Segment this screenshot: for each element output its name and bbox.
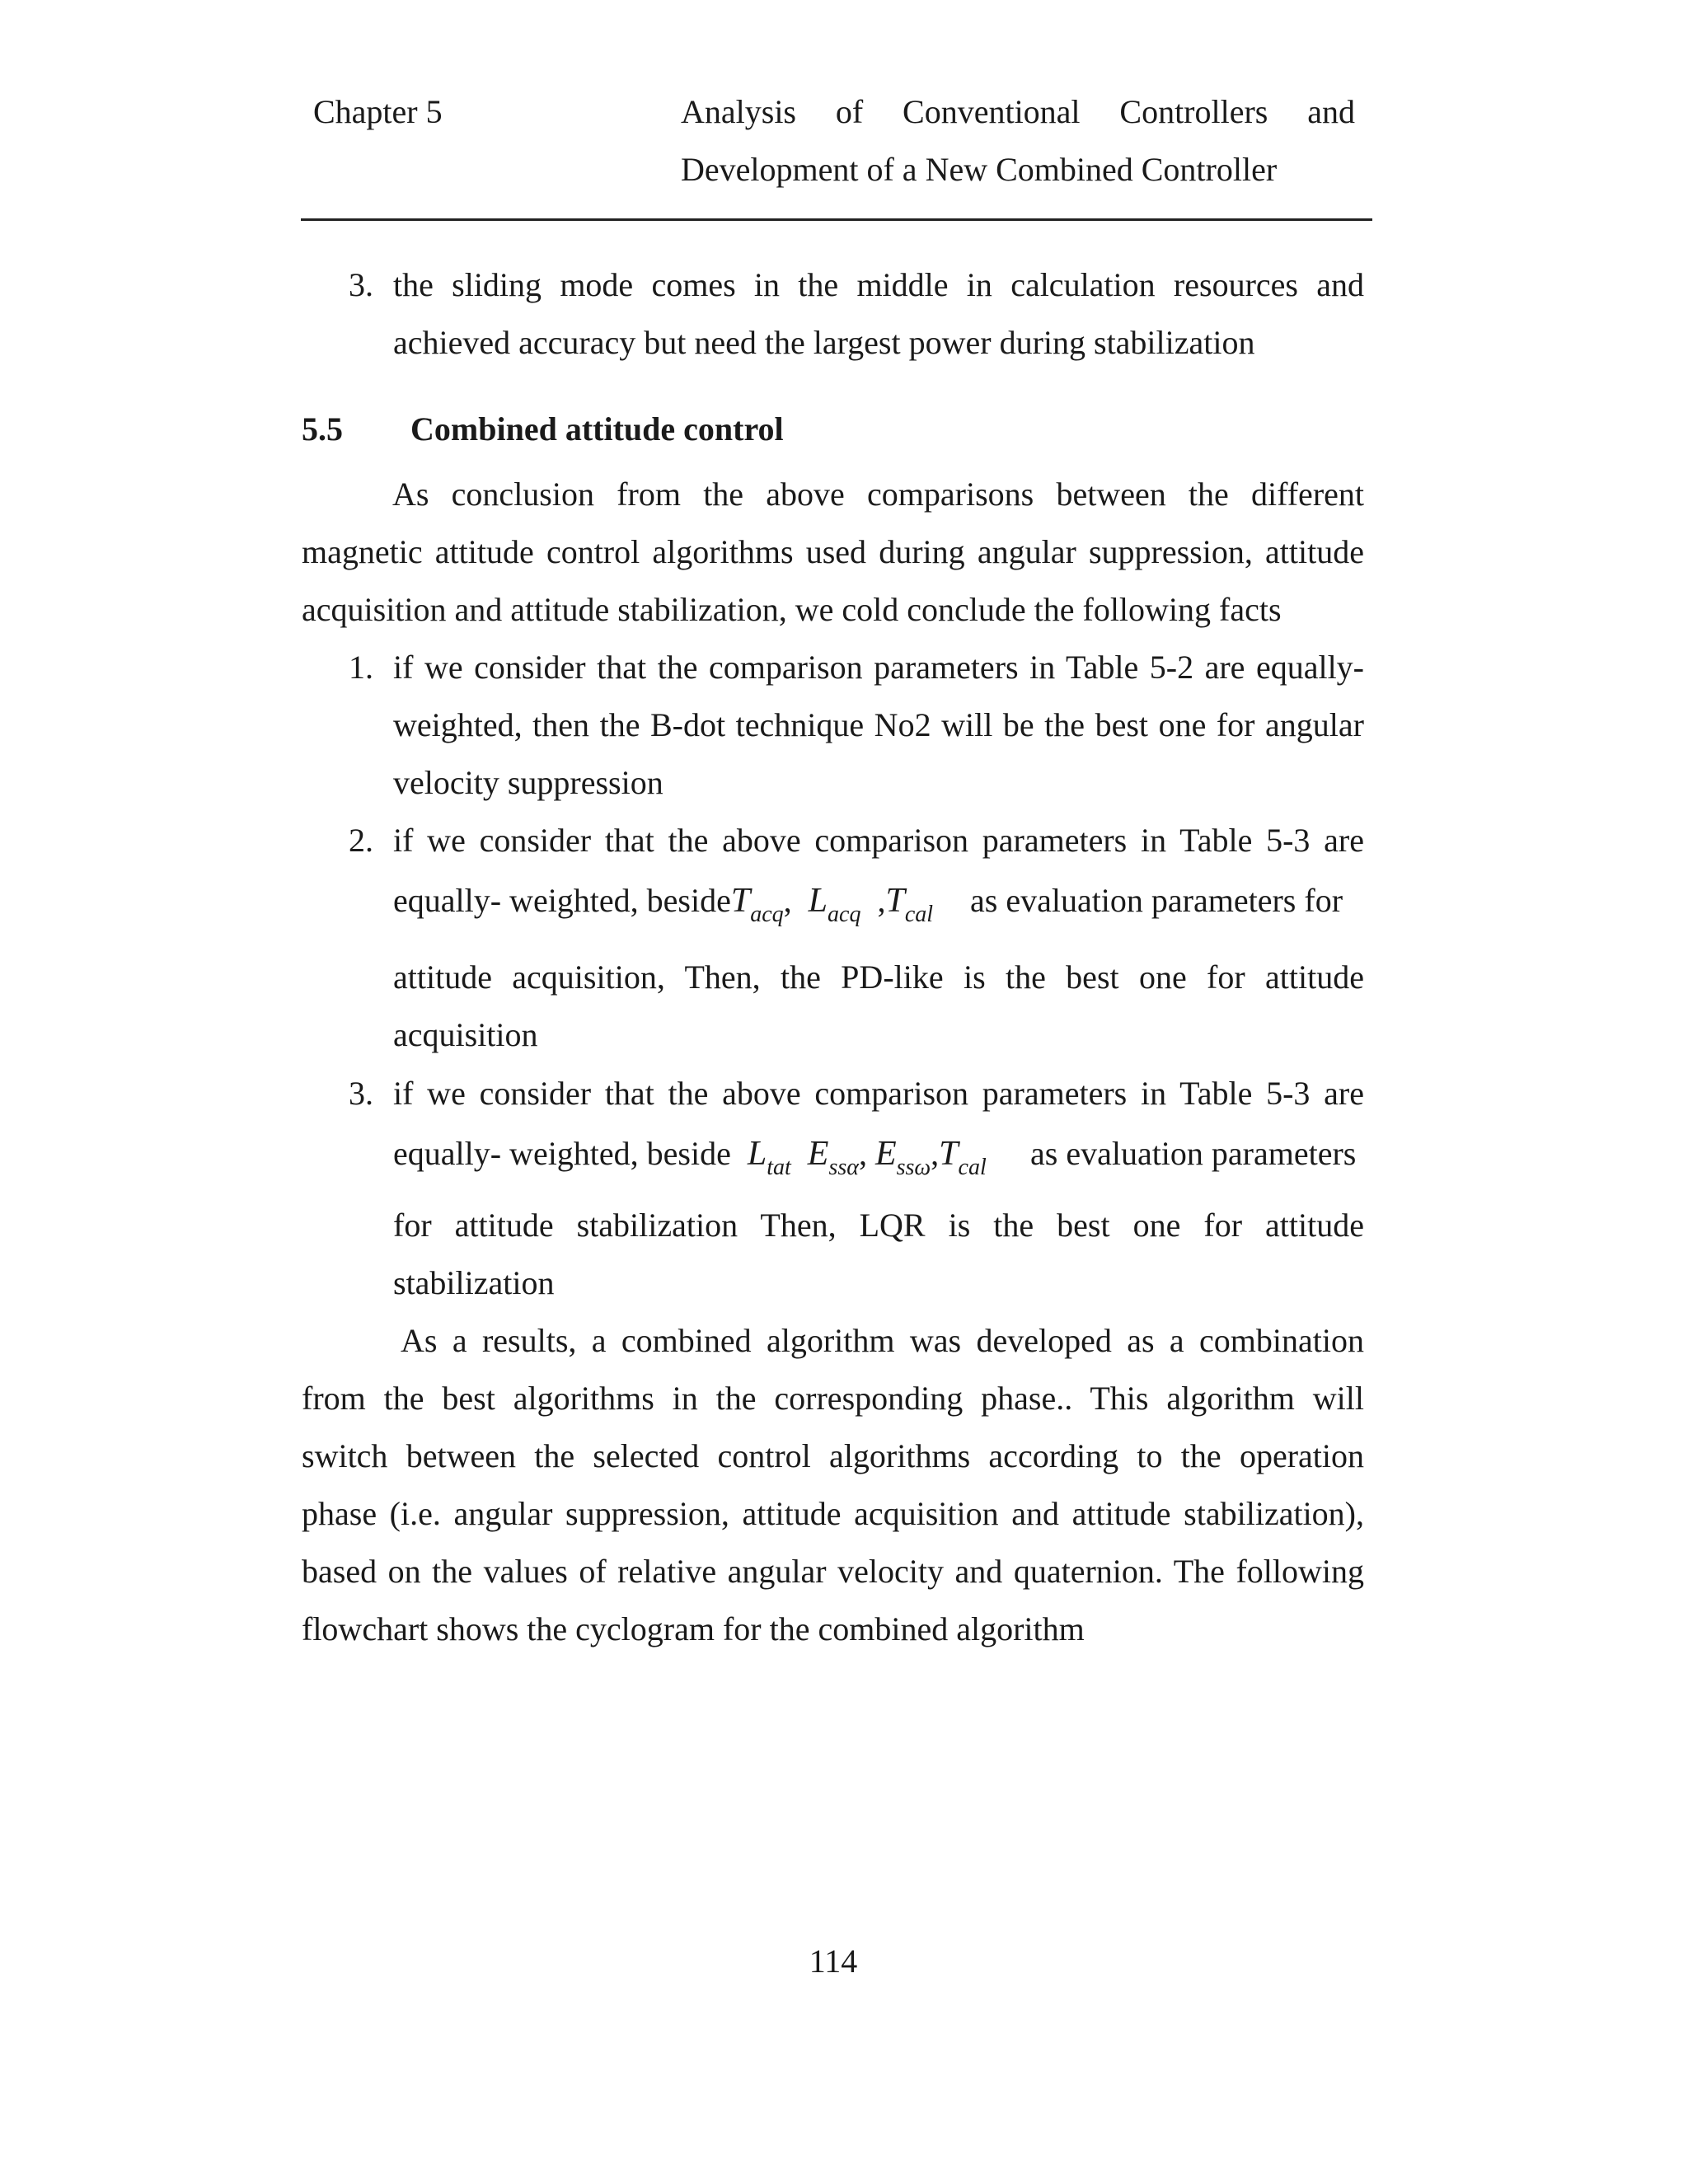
list-line: the sliding mode comes in the middle in calculation resources and bbox=[393, 266, 1364, 303]
list-line: acquisition bbox=[393, 1016, 538, 1053]
list-number: 1. bbox=[349, 649, 373, 686]
section-number: 5.5 bbox=[302, 410, 343, 448]
running-title-word: Conventional bbox=[903, 93, 1081, 130]
paragraph-line: As a results, a combined algorithm was developed as a combination bbox=[401, 1322, 1364, 1359]
list-line: velocity suppression bbox=[393, 764, 663, 801]
paragraph-line: from the best algorithms in the corresponding phase.. This algorithm will bbox=[302, 1380, 1364, 1417]
paragraph-line: phase (i.e. angular suppression, attitude acquisition and attitude stabilization), bbox=[302, 1495, 1364, 1532]
list-line-end: as evaluation parameters bbox=[1030, 1135, 1357, 1172]
math-subscript: ssω bbox=[896, 1155, 931, 1180]
math-symbol: E bbox=[807, 1135, 829, 1173]
math-subscript: acq bbox=[828, 902, 861, 927]
paragraph-line: magnetic attitude control algorithms used during angular suppression, attitude bbox=[302, 533, 1364, 570]
list-number: 2. bbox=[349, 822, 373, 859]
math-symbol: T bbox=[939, 1135, 959, 1173]
list-line: if we consider that the above comparison parameters in Table 5-3 are bbox=[393, 1075, 1364, 1112]
list-line: stabilization bbox=[393, 1264, 555, 1301]
math-subscript: cal bbox=[958, 1155, 987, 1180]
page-number: 114 bbox=[809, 1943, 858, 1980]
running-title-line2: Development of a New Combined Controller bbox=[681, 151, 1278, 188]
header-rule bbox=[301, 218, 1372, 221]
chapter-label: Chapter 5 bbox=[313, 93, 443, 130]
list-number: 3. bbox=[349, 1075, 373, 1112]
math-symbol: L bbox=[808, 882, 828, 920]
math-comma: , bbox=[877, 882, 886, 919]
paragraph-line: based on the values of relative angular velocity and quaternion. The following bbox=[302, 1553, 1364, 1590]
list-line-with-math bbox=[393, 1125, 987, 1183]
running-title-line1 bbox=[681, 83, 1355, 141]
math-subscript: tat bbox=[767, 1155, 791, 1180]
list-line: if we consider that the comparison parameters in Table 5-2 are equally- bbox=[393, 649, 1364, 686]
math-symbol: E bbox=[874, 1135, 897, 1173]
list-line: attitude acquisition, Then, the PD-like is the best one for attitude bbox=[393, 958, 1364, 996]
math-symbol: L bbox=[747, 1135, 767, 1173]
running-title-word: of bbox=[835, 93, 864, 130]
paragraph-line: switch between the selected control algorithms according to the operation bbox=[302, 1437, 1364, 1474]
math-comma: , bbox=[783, 882, 792, 919]
list-line: weighted, then the B-dot technique No2 will be the best one for angular bbox=[393, 706, 1364, 743]
running-title-word: and bbox=[1307, 93, 1355, 130]
math-comma: , bbox=[858, 1135, 867, 1172]
math-symbol: T bbox=[730, 882, 751, 920]
list-line-with-math bbox=[393, 872, 933, 930]
math-subscript: acq bbox=[750, 902, 784, 927]
list-line-end: as evaluation parameters for bbox=[970, 882, 1343, 919]
running-title-word: Analysis bbox=[681, 93, 796, 130]
math-subscript: cal bbox=[904, 902, 934, 927]
math-comma: , bbox=[931, 1135, 940, 1172]
running-title-word: Controllers bbox=[1119, 93, 1268, 130]
paragraph-line: As conclusion from the above comparisons between the different bbox=[392, 476, 1364, 513]
paragraph-line: flowchart shows the cyclogram for the combined algorithm bbox=[302, 1610, 1085, 1647]
list-text: equally- weighted, beside bbox=[393, 1135, 731, 1172]
math-symbol: T bbox=[885, 882, 905, 920]
list-line: for attitude stabilization Then, LQR is the best one for attitude bbox=[393, 1207, 1364, 1244]
section-title: Combined attitude control bbox=[410, 410, 784, 448]
paragraph-line: acquisition and attitude stabilization, we cold conclude the following facts bbox=[302, 591, 1282, 628]
list-text: equally- weighted, beside bbox=[393, 882, 731, 919]
list-line: if we consider that the above comparison parameters in Table 5-3 are bbox=[393, 822, 1364, 859]
math-subscript: ssα bbox=[828, 1155, 859, 1180]
list-line: achieved accuracy but need the largest power during stabilization bbox=[393, 324, 1255, 361]
list-number: 3. bbox=[349, 266, 373, 303]
